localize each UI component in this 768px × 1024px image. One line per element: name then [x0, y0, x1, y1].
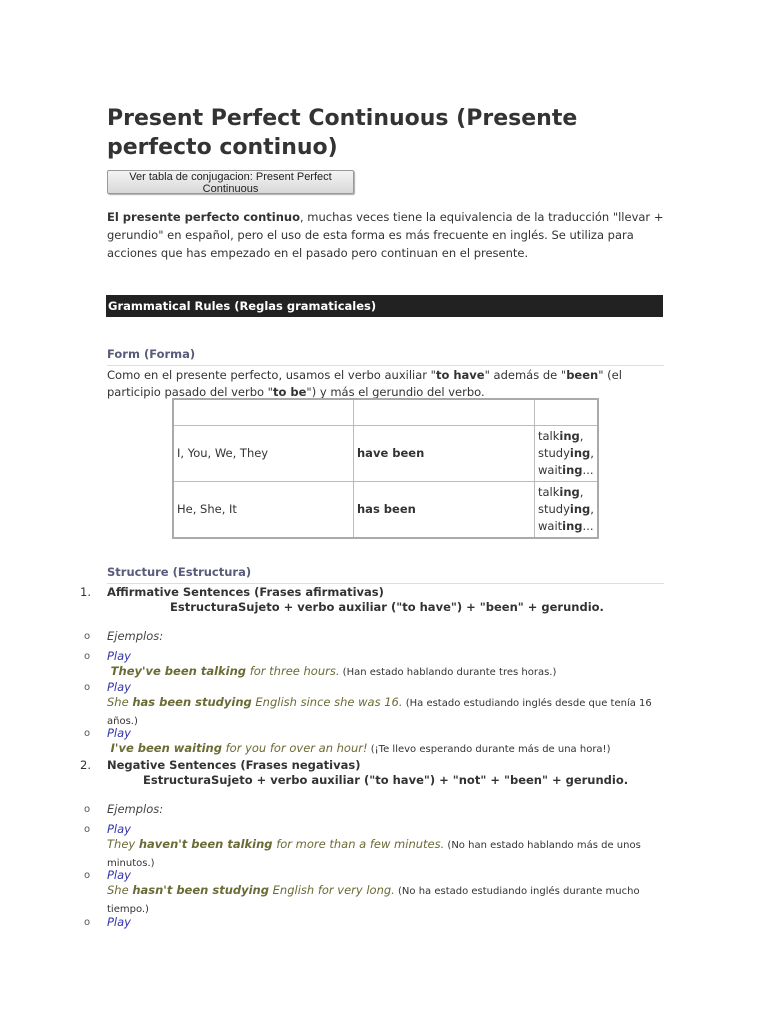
gerund-stem: wait [538, 462, 563, 477]
example-sentence [107, 694, 652, 730]
example-bold: has been studying [132, 695, 252, 709]
gerund-ending: ing [569, 501, 591, 516]
conjugation-table [172, 398, 599, 539]
example-post: for three hours. [246, 664, 340, 678]
auxiliary-text: has been [357, 501, 416, 516]
table-header-cell [535, 399, 598, 425]
example-translation: (Ha estado estudiando inglés desde que tenía 16 años.) [107, 698, 652, 727]
gerund-cell: talking, studying, waiting... [535, 481, 598, 538]
example-bold: They've been talking [110, 664, 247, 678]
affirmative-formula: EstructuraSujeto + verbo auxiliar ("to have") + "been" + gerundio. [170, 600, 604, 614]
example-post: English since she was 16. [251, 695, 403, 709]
play-button[interactable]: Play [107, 915, 131, 929]
conjugation-table-button[interactable]: Ver tabla de conjugacion: Present Perfect Continuous [107, 170, 354, 194]
example-bold: I've been waiting [110, 741, 222, 755]
form-text-2: " además de " [484, 368, 567, 382]
example-bold: hasn't been studying [132, 883, 269, 897]
auxiliary-cell [354, 425, 535, 481]
example-translation: (No han estado hablando más de unos minutos.) [107, 840, 641, 869]
list-number: 1. [80, 585, 91, 599]
bullet-icon: o [84, 682, 91, 693]
play-button[interactable]: Play [107, 649, 131, 663]
form-heading: Form (Forma) [107, 347, 664, 366]
gerund-cell: talking, studying, waiting... [535, 425, 598, 481]
example-translation: (No ha estado estudiando inglés durante mucho tiempo.) [107, 886, 640, 915]
form-text-3: " (el participio pasado del verbo " [107, 368, 622, 399]
play-button[interactable]: Play [107, 822, 131, 836]
example-post: English for very long. [268, 883, 395, 897]
negative-title: Negative Sentences (Frases negativas) [107, 758, 361, 772]
auxiliary-text: have been [357, 445, 425, 460]
form-text-1: Como en el presente perfecto, usamos el verbo auxiliar " [107, 368, 436, 382]
table-row [173, 425, 598, 481]
form-bold-to-be: to be [272, 385, 307, 399]
ellipsis: ... [582, 462, 594, 477]
table-header-row [173, 399, 598, 425]
negative-formula: EstructuraSujeto + verbo auxiliar ("to have") + "not" + "been" + gerundio. [143, 773, 629, 787]
examples-label: Ejemplos: [107, 802, 164, 816]
page-title: Present Perfect Continuous (Presente perfecto continuo) [107, 106, 578, 160]
example-translation: (¡Te llevo esperando durante más de una hora!) [367, 744, 611, 755]
bullet-icon: o [84, 824, 91, 835]
form-bold-been: been [566, 368, 599, 382]
gerund-ending: ing [562, 462, 583, 477]
bullet-icon: o [84, 870, 91, 881]
example-pre: She [107, 695, 133, 709]
example-pre: They [107, 837, 139, 851]
subject-cell: I, You, We, They [173, 425, 354, 481]
form-paragraph [107, 367, 667, 401]
gerund-stem: study [538, 445, 570, 460]
example-sentence [107, 836, 652, 872]
gerund-ending: ing [569, 445, 591, 460]
intro-paragraph [107, 208, 667, 262]
intro-text: , muchas veces tiene la equivalencia de la traducción "llevar + gerundio" en español, pero el uso de esta forma es más frecuente en inglés. Se utiliza para acciones que has empezado en el pasado pero continuan en el presente. [107, 210, 664, 260]
example-bold: haven't been talking [138, 837, 273, 851]
ellipsis: ... [582, 518, 594, 533]
example-translation: (Han estado hablando durante tres horas.) [339, 667, 557, 678]
bullet-icon: o [84, 728, 91, 739]
affirmative-title: Affirmative Sentences (Frases afirmativas) [107, 585, 384, 599]
structure-heading: Structure (Estructura) [107, 565, 664, 584]
gerund-ending: ing [559, 428, 580, 443]
example-pre: She [107, 883, 133, 897]
list-number: 2. [80, 758, 91, 772]
example-post: for more than a few minutes. [272, 837, 445, 851]
form-text-4: ") y más el gerundio del verbo. [306, 385, 485, 399]
gerund-ending: ing [559, 484, 580, 499]
gerund-stem: wait [538, 518, 563, 533]
example-sentence [107, 882, 652, 918]
grammatical-rules-header: Grammatical Rules (Reglas gramaticales) [106, 295, 663, 317]
bullet-icon: o [84, 631, 91, 642]
auxiliary-cell [354, 481, 535, 538]
form-bold-to-have: to have [435, 368, 485, 382]
table-header-cell [354, 399, 535, 425]
example-post: for you for over an hour! [221, 741, 368, 755]
gerund-ending: ing [562, 518, 583, 533]
example-sentence [107, 740, 652, 758]
bullet-icon: o [84, 804, 91, 815]
play-button[interactable]: Play [107, 680, 131, 694]
play-button[interactable]: Play [107, 868, 131, 882]
bullet-icon: o [84, 651, 91, 662]
gerund-stem: talk [538, 428, 560, 443]
subject-cell: He, She, It [173, 481, 354, 538]
bullet-icon: o [84, 917, 91, 928]
intro-bold: El presente perfecto continuo [107, 210, 300, 224]
examples-label: Ejemplos: [107, 629, 164, 643]
gerund-stem: talk [538, 484, 560, 499]
table-row [173, 481, 598, 538]
example-sentence [107, 663, 652, 681]
gerund-stem: study [538, 501, 570, 516]
table-header-cell [173, 399, 354, 425]
play-button[interactable]: Play [107, 726, 131, 740]
